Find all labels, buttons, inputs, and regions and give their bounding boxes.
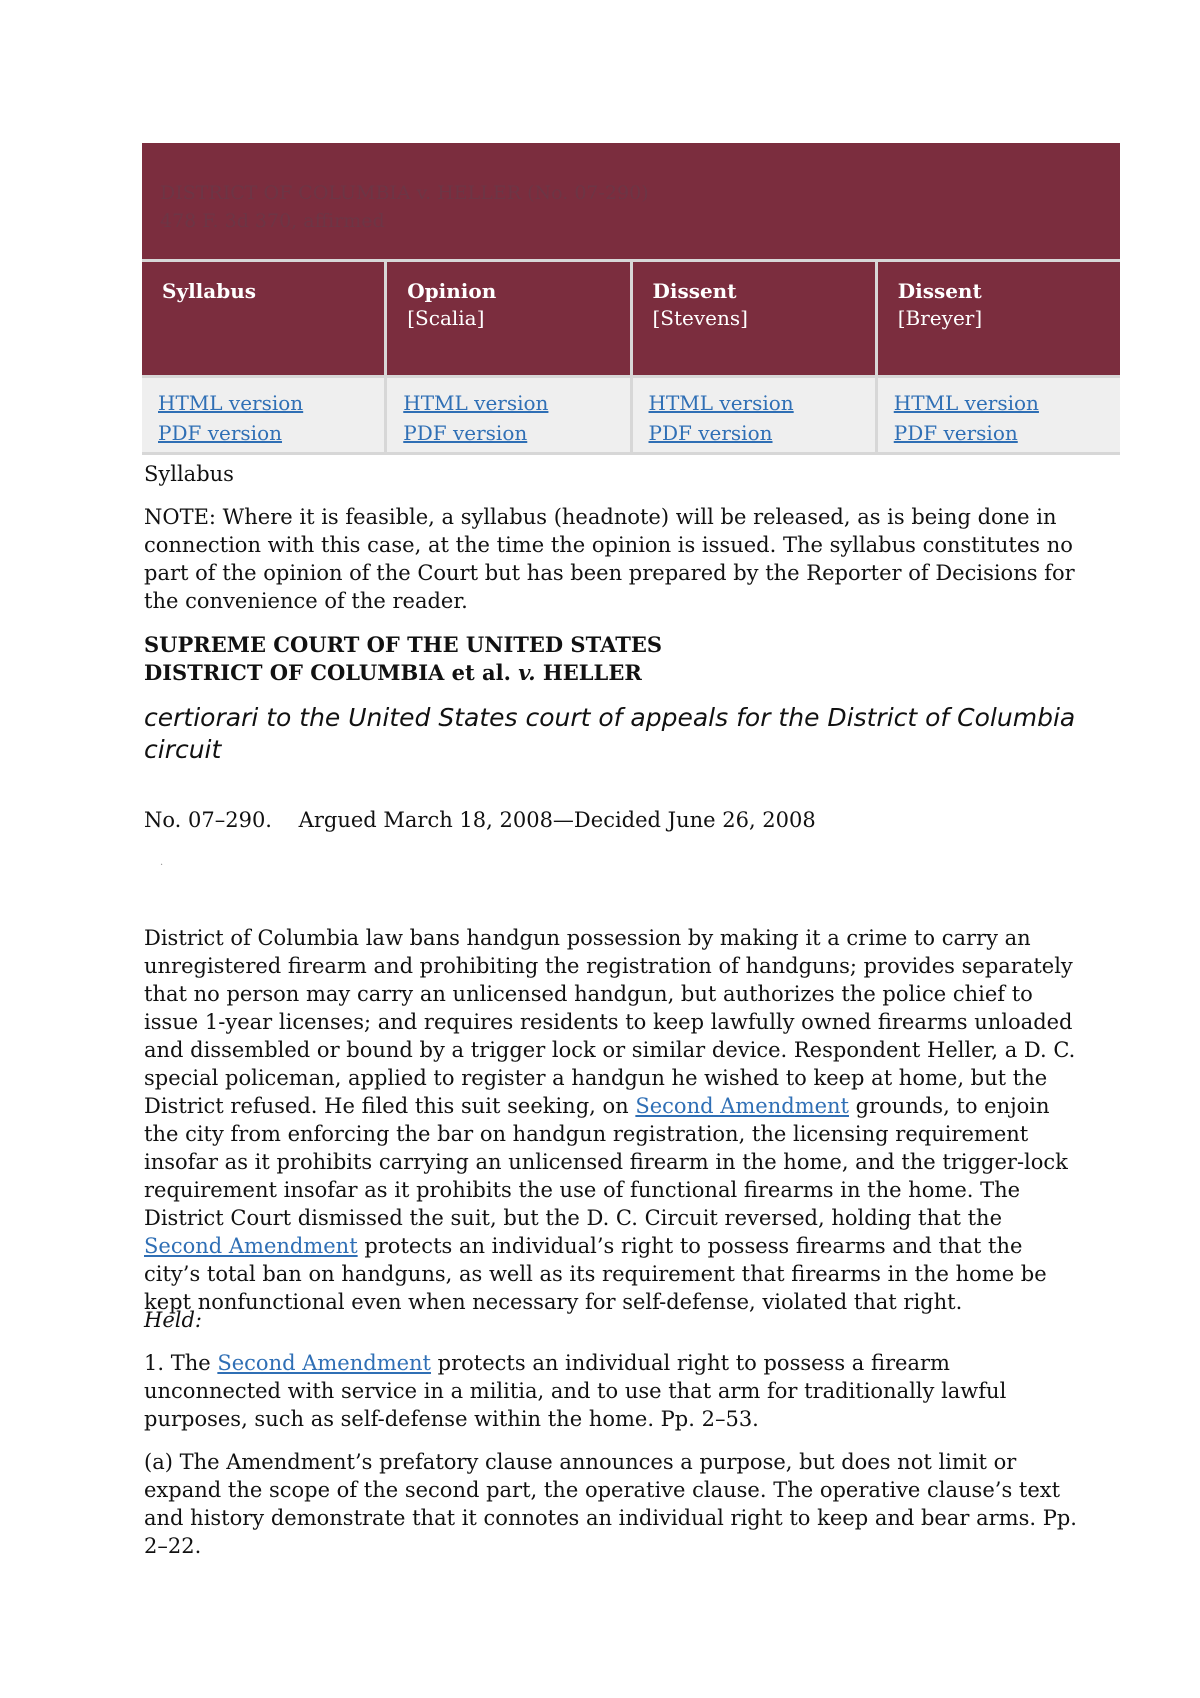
tab-dissent-stevens[interactable] <box>633 259 878 375</box>
tab-subtitle: [Breyer] <box>897 306 983 330</box>
syllabus-note: NOTE: Where it is feasible, a syllabus (headnote) will be released, as is being done in connection with this case, at the time the opinion is issued. The syllabus constitutes no part of the opinion of the Court but has been prepared by the Reporter of Decisions for the convenience of the reader. <box>144 505 1075 613</box>
case-header <box>142 143 1120 259</box>
html-version-link[interactable]: HTML version <box>403 391 549 415</box>
case-navigation-table <box>142 143 1120 455</box>
stray-mark: · <box>160 860 164 871</box>
tab-title: Syllabus <box>162 279 257 303</box>
second-amendment-link[interactable]: Second Amendment <box>144 1234 358 1258</box>
tab-opinion[interactable] <box>387 259 632 375</box>
parties-respondent: HELLER <box>535 660 642 685</box>
tab-subtitle: [Scalia] <box>407 306 485 330</box>
court-name: SUPREME COURT OF THE UNITED STATES <box>144 632 663 657</box>
certiorari-heading: certiorari to the United States court of appeals for the District of Columbia circuit <box>144 703 1076 764</box>
docket-line: No. 07–290. Argued March 18, 2008—Decided June 26, 2008 <box>144 808 816 832</box>
tab-subtitle: [Stevens] <box>652 306 748 330</box>
html-version-link[interactable]: HTML version <box>158 391 304 415</box>
link-row <box>142 375 1120 455</box>
second-amendment-link[interactable]: Second Amendment <box>635 1094 849 1118</box>
paragraph-text: grounds, to enjoin the city from enforcing the bar on handgun registration, the licensing requirement insofar as it prohibits carrying an unlicensed firearm in the home, and the trigger-lock requirement insofar as it prohibits the use of functional firearms in the home. The District Court dismissed the suit, but the D. C. Circuit reversed, holding that the <box>144 1094 1068 1230</box>
background-paragraph <box>144 924 1084 1316</box>
paragraph-text: 1. The <box>144 1351 218 1375</box>
links-dissent-breyer <box>878 375 1120 455</box>
held-label: Held: <box>144 1308 202 1332</box>
holding-point-a: (a) The Amendment’s prefatory clause announces a purpose, but does not limit or expand the scope of the second part, the operative clause. The operative clause’s text and history demonstrate that it connotes an individual right to keep and bear arms. Pp. 2–22. <box>144 1450 1077 1558</box>
pdf-version-link[interactable]: PDF version <box>893 421 1018 445</box>
paragraph-text: protects an individual’s right to possess firearms and that the city’s total ban on handguns, as well as its requirement that firearms in the home be kept nonfunctional even when necessary for self-defense, violated that right. <box>144 1234 1047 1314</box>
tab-row <box>142 259 1120 375</box>
links-opinion <box>387 375 632 455</box>
html-version-link[interactable]: HTML version <box>648 391 794 415</box>
paragraph-text: District of Columbia law bans handgun possession by making it a crime to carry an unregistered firearm and prohibiting the registration of handguns; provides separately that no person may carry an unlicensed handgun, but authorizes the police chief to issue 1-year licenses; and requires residents to keep lawfully owned firearms unloaded and dissembled or bound by a trigger lock or similar device. Respondent Heller, a D. C. special policeman, applied to register a handgun he wished to keep at home, but the District refused. He filed this suit seeking, on <box>144 926 1076 1118</box>
section-label: Syllabus <box>144 462 234 486</box>
tab-syllabus[interactable] <box>142 259 387 375</box>
links-syllabus <box>142 375 387 455</box>
tab-title: Dissent <box>652 279 737 303</box>
tab-title: Dissent <box>897 279 982 303</box>
links-dissent-stevens <box>633 375 878 455</box>
pdf-version-link[interactable]: PDF version <box>403 421 528 445</box>
paragraph-text: protects an individual right to possess a firearm unconnected with service in a militia, and to use that arm for traditionally lawful purposes, such as self-defense within the home. Pp. 2–53. <box>144 1351 1007 1431</box>
tab-dissent-breyer[interactable] <box>878 259 1120 375</box>
tab-title: Opinion <box>407 279 497 303</box>
case-subtitle: 478 F. 3d 370, affirmed <box>160 210 385 232</box>
case-parties <box>144 659 1084 687</box>
pdf-version-link[interactable]: PDF version <box>648 421 773 445</box>
html-version-link[interactable]: HTML version <box>893 391 1039 415</box>
versus-text: v. <box>518 660 536 685</box>
case-title: DISTRICT OF COLUMBIA v. HELLER (No. 07-290) <box>160 182 649 204</box>
pdf-version-link[interactable]: PDF version <box>158 421 283 445</box>
second-amendment-link[interactable]: Second Amendment <box>217 1351 431 1375</box>
holding-point-1 <box>144 1349 1084 1433</box>
parties-text: DISTRICT OF COLUMBIA et al. <box>144 660 519 685</box>
